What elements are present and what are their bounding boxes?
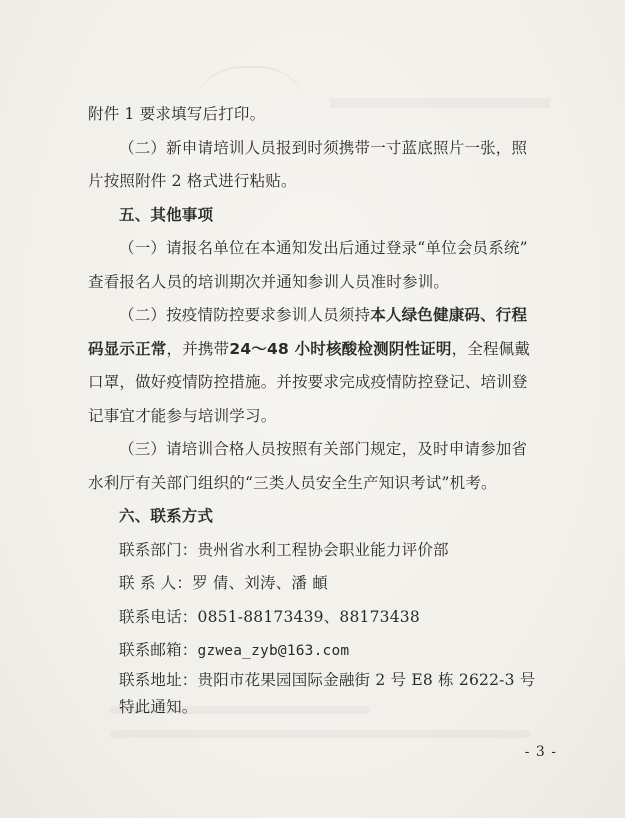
page-number: - 3 - [524, 744, 557, 760]
contact-department [88, 534, 558, 568]
contact-label: 联系地址： [119, 670, 198, 689]
paragraph-line: 口罩，做好疫情防控措施。并按要求完成疫情防控登记、培训登 [88, 373, 528, 391]
contact-value: 0851-88173439、88173438 [197, 607, 420, 626]
contact-value: gzwea_zyb@163.com [197, 643, 350, 659]
paragraph-line: （二）新申请培训人员报到时须携带一寸蓝底照片一张，照 [119, 138, 528, 157]
paragraph-line: 查看报名人员的培训期次并通知参训人员准时参训。 [88, 272, 450, 291]
text-run: ，全程佩戴 [451, 339, 531, 358]
paragraph-line [88, 333, 558, 367]
contact-label: 联系部门： [119, 540, 198, 559]
contact-value: 罗 倩、刘涛、潘 頔 [192, 574, 328, 592]
contact-label: 联系邮箱： [119, 641, 198, 659]
contact-phone [88, 601, 558, 635]
paragraph-line: （一）请报名单位在本通知发出后通过登录“单位会员系统” [119, 239, 528, 257]
bold-text-run: 本人绿色健康码、行程 [370, 306, 528, 324]
document-body [88, 98, 558, 722]
contact-value: 贵阳市花果园国际金融街 2 号 E8 栋 2622-3 号 [197, 670, 536, 689]
contact-label: 联 系 人： [119, 574, 193, 592]
text-run: ，并携带 [166, 339, 230, 358]
bold-text-run: 24～48 小时核酸检测阴性证明 [229, 339, 452, 358]
contact-email [88, 634, 558, 668]
paragraph-line: （三）请培训合格人员按照有关部门规定，及时申请参加省 [119, 440, 528, 458]
closing-remark: 特此通知。 [119, 697, 198, 716]
paragraph-line: 附件 1 要求填写后打印。 [88, 105, 266, 123]
paragraph-line: 水利厅有关部门组织的“三类人员安全生产知识考试”机考。 [88, 473, 497, 492]
paragraph-line: 记事宜才能参与培训学习。 [88, 406, 277, 425]
contact-address [88, 668, 558, 692]
section-heading-contact: 六、联系方式 [119, 507, 214, 525]
contact-value: 贵州省水利工程协会职业能力评价部 [197, 540, 449, 559]
paragraph-line [88, 299, 558, 333]
paragraph-line: 片按照附件 2 格式进行粘贴。 [88, 172, 297, 190]
section-heading-other-matters: 五、其他事项 [119, 205, 214, 224]
contact-label: 联系电话： [119, 607, 198, 626]
text-run: （二）按疫情防控要求参训人员须持 [119, 306, 371, 324]
bold-text-run: 码显示正常 [88, 339, 167, 358]
bleed-through-trace [110, 730, 530, 738]
contact-person [88, 567, 558, 601]
